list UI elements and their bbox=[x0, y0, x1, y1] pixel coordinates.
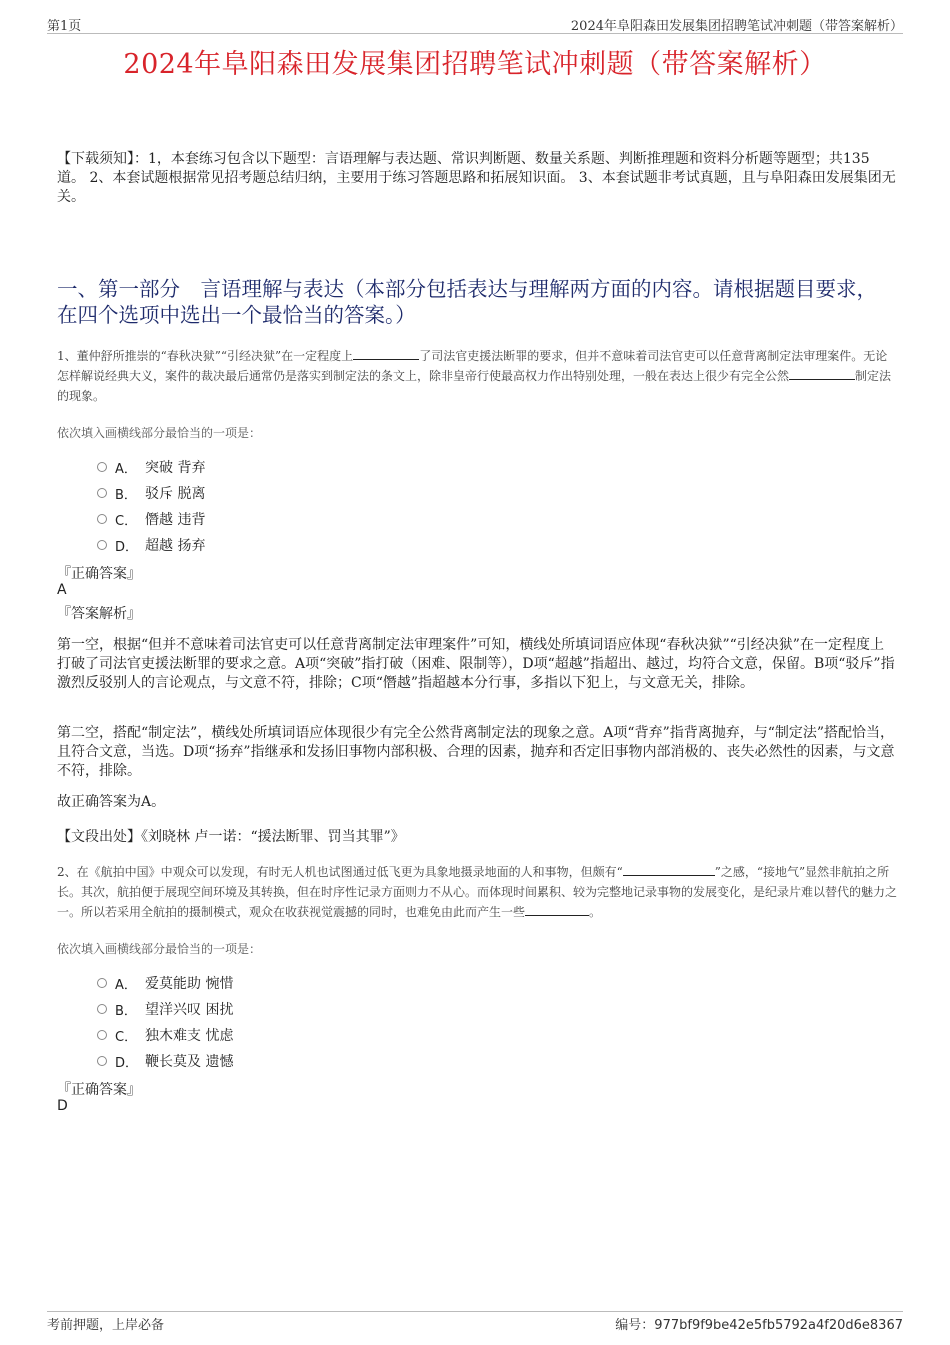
option-letter: A． bbox=[115, 461, 137, 477]
question-1-text bbox=[57, 346, 897, 406]
question-1-text-part-c: 制定法的现象。 bbox=[57, 369, 892, 403]
question-1-explanation-1: 第一空，根据“但并不意味着司法官吏可以任意背离制定法审理案件”可知，横线处所填词语应体现“春秋决狱”“引经决狱”在一定程度上打破了司法官吏援法断罪的要求之意。A项“突破”指打破（困难、限制等），D项“超越”指超出、越过，均符合文意，保留。B项“驳斥”指激烈反驳别人的言论观点，与文意不符，排除；C项“僭越”指超越本分行事，多指以下犯上，与文意无关，排除。 bbox=[57, 637, 895, 691]
option-letter: C． bbox=[115, 513, 138, 529]
option-letter: A． bbox=[115, 977, 137, 993]
question-1-analysis-label: 『答案解析』 bbox=[57, 606, 141, 622]
radio-icon[interactable] bbox=[97, 1056, 107, 1066]
section-heading: 一、第一部分 言语理解与表达（本部分包括表达与理解两方面的内容。请根据题目要求，在四个选项中选出一个最恰当的答案。） bbox=[57, 277, 877, 327]
option-text: 驳斥 脱离 bbox=[145, 486, 206, 502]
question-2-text-part-c: 。 bbox=[589, 905, 602, 919]
question-1-prompt: 依次填入画横线部分最恰当的一项是： bbox=[57, 426, 262, 440]
radio-icon[interactable] bbox=[97, 540, 107, 550]
radio-icon[interactable] bbox=[97, 1030, 107, 1040]
download-notice: 【下载须知】：1，本套练习包含以下题型：言语理解与表达题、常识判断题、数量关系题、判断推理题和资料分析题等题型；共135道。 2、本套试题根据常见招考题总结归纳，主要用于练习答题思路和拓展知识面。 3、本套试题非考试真题，且与阜阳森田发展集团无关。 bbox=[57, 151, 896, 205]
question-2-option-d[interactable] bbox=[97, 1051, 233, 1071]
question-1-option-a[interactable] bbox=[97, 457, 205, 477]
header-page-number: 第1页 bbox=[47, 19, 82, 34]
question-1-source: 【文段出处】《刘晓林 卢一诺：“援法断罪、罚当其罪”》 bbox=[57, 829, 405, 845]
footer-divider bbox=[47, 1311, 903, 1312]
question-1-option-c[interactable] bbox=[97, 509, 205, 529]
option-text: 僭越 违背 bbox=[145, 512, 206, 528]
question-1-text-part-a: 1、董仲舒所推崇的“春秋决狱”“引经决狱”在一定程度上 bbox=[57, 349, 354, 363]
radio-icon[interactable] bbox=[97, 488, 107, 498]
option-text: 独木难支 忧虑 bbox=[145, 1028, 234, 1044]
option-text: 爱莫能助 惋惜 bbox=[145, 976, 234, 992]
question-1-answer: A bbox=[57, 582, 67, 598]
option-text: 鞭长莫及 遗憾 bbox=[145, 1054, 234, 1070]
question-1-explanation-3: 故正确答案为A。 bbox=[57, 794, 166, 810]
question-1-explanation-2: 第二空，搭配“制定法”，横线处所填词语应体现很少有完全公然背离制定法的现象之意。A项“背弃”指背离抛弃，与“制定法”搭配恰当，且符合文意，当选。D项“扬弃”指继承和发扬旧事物内部积极、合理的因素，抛弃和否定旧事物内部消极的、丧失必然性的因素，与文意不符，排除。 bbox=[57, 725, 895, 779]
footer-document-id: 编号：977bf9f9be42e5fb5792a4f20d6e8367 bbox=[615, 1318, 903, 1333]
question-2-text-part-a: 2、在《航拍中国》中观众可以发现，有时无人机也试图通过低飞更为具象地摄录地面的人和事物，但颇有“ bbox=[57, 865, 623, 879]
option-text: 超越 扬弃 bbox=[145, 538, 206, 554]
option-letter: C． bbox=[115, 1029, 138, 1045]
fill-blank-2 bbox=[525, 903, 589, 916]
option-letter: B． bbox=[115, 487, 137, 503]
question-2-text bbox=[57, 862, 897, 922]
fill-blank-1 bbox=[353, 347, 419, 360]
question-2-answer: D bbox=[57, 1098, 68, 1114]
question-2-option-a[interactable] bbox=[97, 973, 233, 993]
radio-icon[interactable] bbox=[97, 462, 107, 472]
question-1-option-b[interactable] bbox=[97, 483, 205, 503]
option-letter: D． bbox=[115, 539, 139, 555]
radio-icon[interactable] bbox=[97, 514, 107, 524]
header-divider bbox=[47, 33, 903, 34]
page-title: 2024年阜阳森田发展集团招聘笔试冲刺题（带答案解析） bbox=[123, 49, 827, 80]
question-1-answer-label: 『正确答案』 bbox=[57, 566, 141, 582]
fill-blank-2 bbox=[789, 367, 855, 380]
question-1-option-d[interactable] bbox=[97, 535, 205, 555]
question-2-prompt: 依次填入画横线部分最恰当的一项是： bbox=[57, 942, 262, 956]
header-doc-title: 2024年阜阳森田发展集团招聘笔试冲刺题（带答案解析） bbox=[570, 19, 903, 34]
question-2-answer-label: 『正确答案』 bbox=[57, 1082, 141, 1098]
option-letter: B． bbox=[115, 1003, 137, 1019]
footer-slogan: 考前押题，上岸必备 bbox=[47, 1318, 165, 1333]
radio-icon[interactable] bbox=[97, 978, 107, 988]
option-letter: D． bbox=[115, 1055, 139, 1071]
question-2-text-part-b: ”之感，“接地气”显然非航拍之所长。其次，航拍便于展现空间环境及其转换，但在时序性记录方面则力不从心。而体现时间累积、较为完整地记录事物的发展变化，是纪录片难以替代的魅力之一。所以若采用全航拍的摄制模式，观众在收获视觉震撼的同时，也难免由此而产生一些 bbox=[57, 865, 898, 919]
question-2-option-b[interactable] bbox=[97, 999, 233, 1019]
option-text: 突破 背弃 bbox=[145, 460, 206, 476]
question-1-text-part-b: 了司法官吏援法断罪的要求，但并不意味着司法官吏可以任意背离制定法审理案件。无论怎样解说经典大义，案件的裁决最后通常仍是落实到制定法的条文上，除非皇帝行使最高权力作出特别处理，一般在表达上很少有完全公然 bbox=[57, 349, 888, 383]
fill-blank-1 bbox=[623, 863, 715, 876]
option-text: 望洋兴叹 困扰 bbox=[145, 1002, 234, 1018]
radio-icon[interactable] bbox=[97, 1004, 107, 1014]
question-2-option-c[interactable] bbox=[97, 1025, 233, 1045]
